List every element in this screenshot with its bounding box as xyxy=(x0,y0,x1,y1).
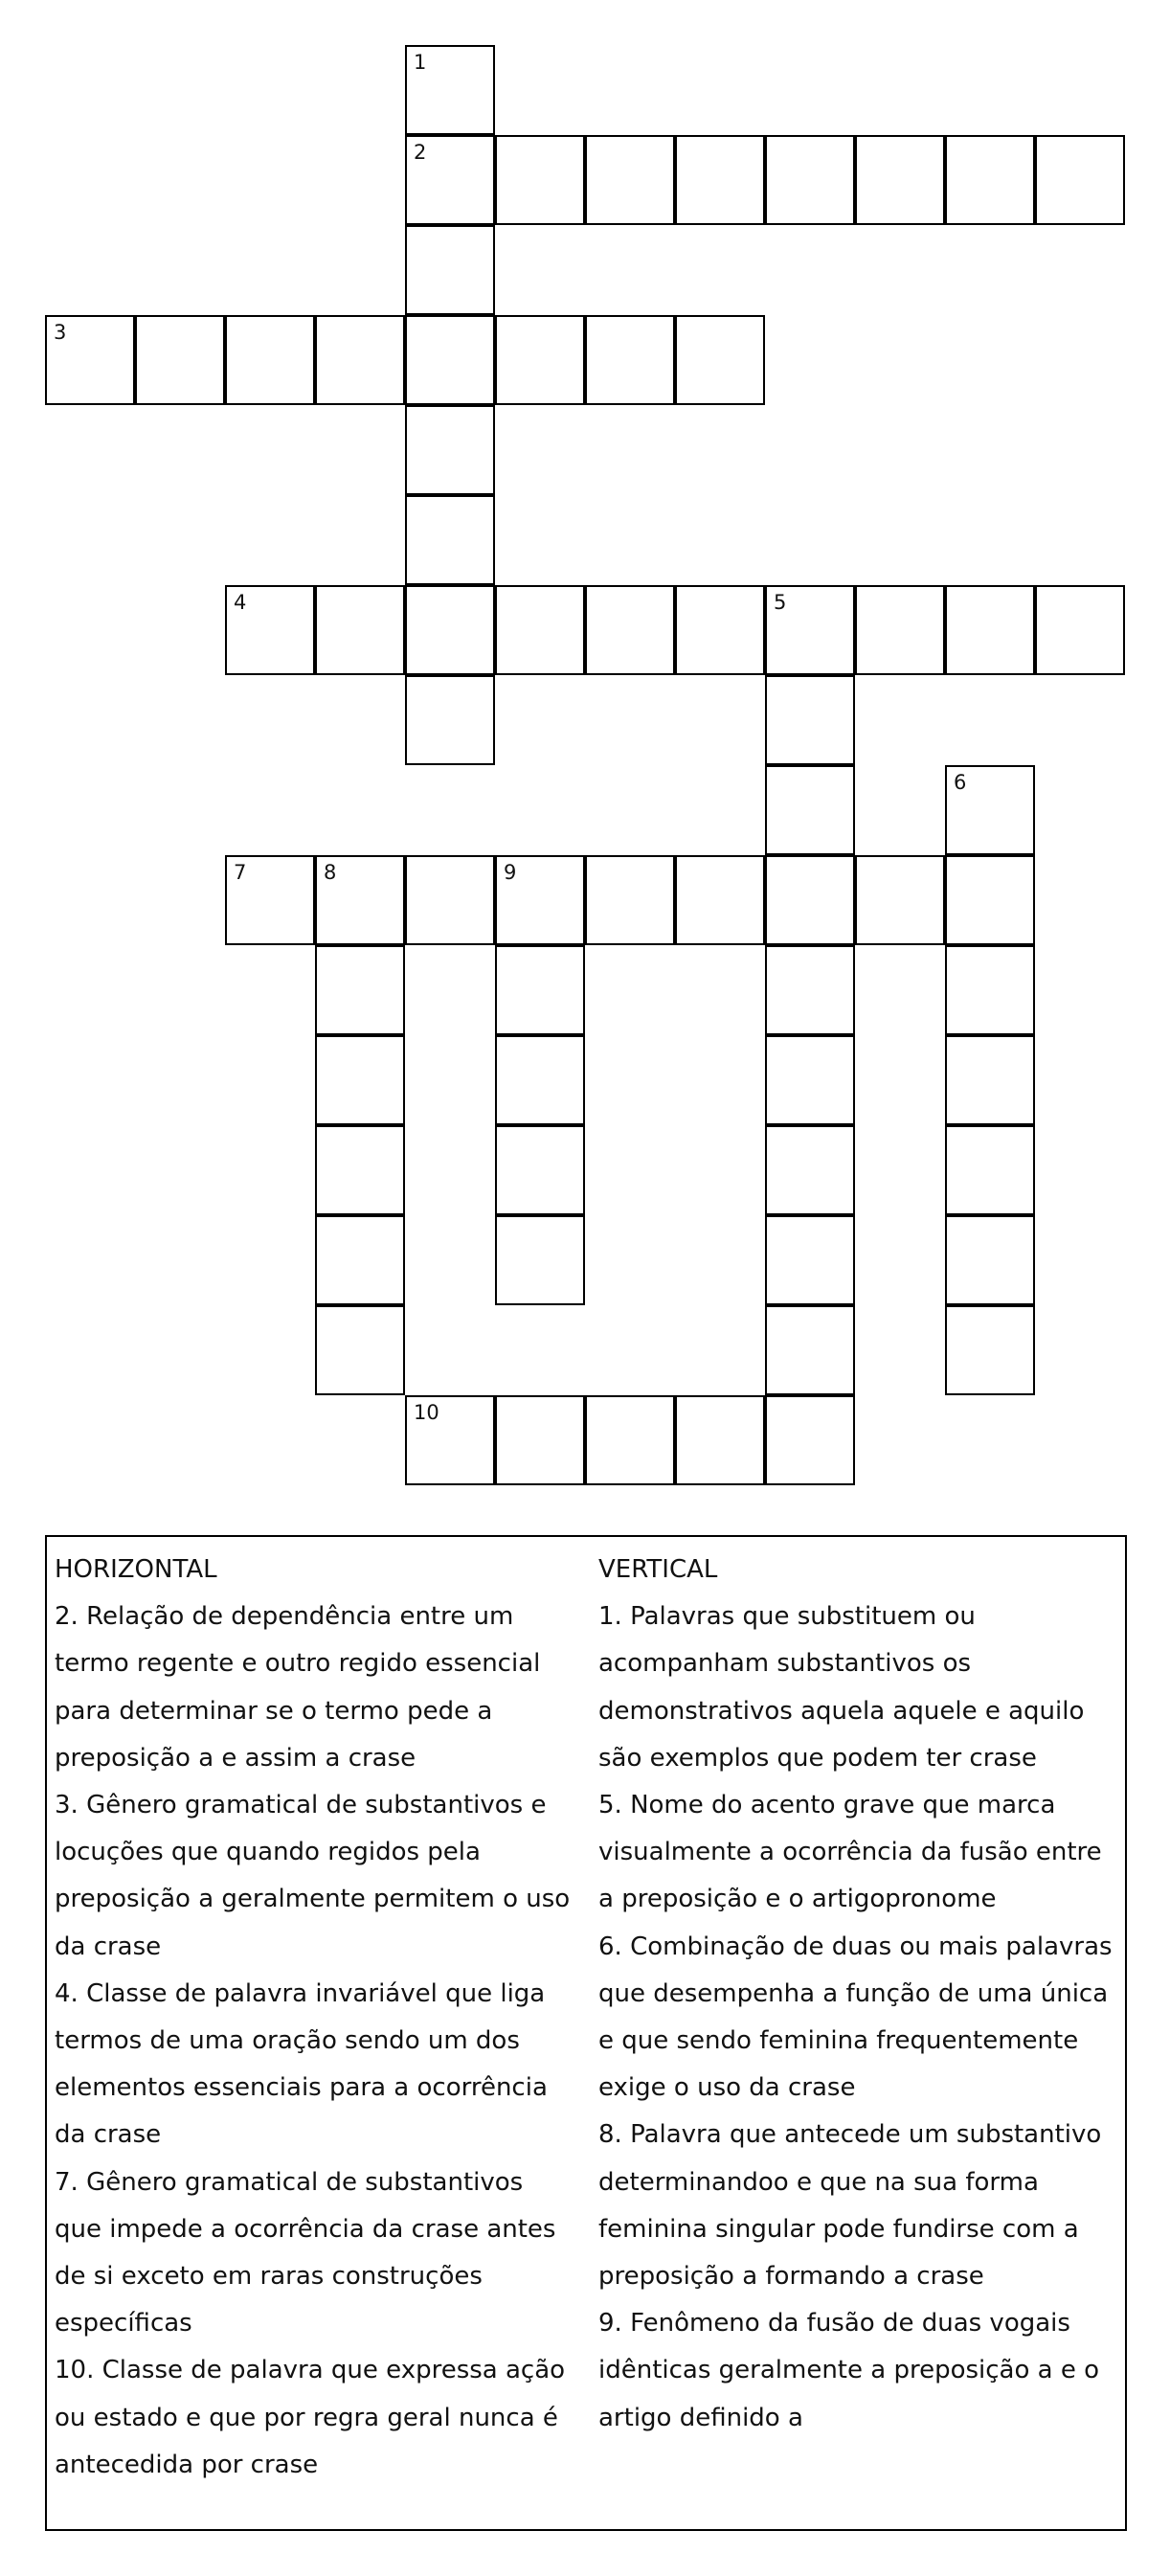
grid-cell[interactable] xyxy=(765,945,855,1035)
horizontal-clue-line: que impede a ocorrência da crase antes xyxy=(55,2214,556,2244)
horizontal-clue-line: da crase xyxy=(55,1932,162,1961)
clue-number: 2 xyxy=(414,141,427,164)
grid-cell[interactable] xyxy=(585,855,675,945)
grid-cell[interactable] xyxy=(495,315,585,405)
grid-cell[interactable] xyxy=(45,315,135,405)
grid-cell[interactable] xyxy=(765,1305,855,1395)
vertical-clue-line: 9. Fenômeno da fusão de duas vogais xyxy=(598,2309,1070,2339)
grid-cell[interactable] xyxy=(765,135,855,225)
horizontal-clue-line: de si exceto em raras construções xyxy=(55,2262,483,2292)
horizontal-clue-line: preposição a e assim a crase xyxy=(55,1743,416,1773)
grid-cell[interactable] xyxy=(495,1395,585,1485)
grid-cell[interactable] xyxy=(585,315,675,405)
grid-cell[interactable] xyxy=(1035,135,1125,225)
grid-cell[interactable] xyxy=(945,1305,1035,1395)
grid-cell[interactable] xyxy=(675,1395,765,1485)
vertical-clue-line: demonstrativos aquela aquele e aquilo xyxy=(598,1696,1085,1726)
grid-cell[interactable] xyxy=(765,1125,855,1215)
horizontal-clue-line: ou estado e que por regra geral nunca é xyxy=(55,2403,558,2432)
grid-cell[interactable] xyxy=(765,855,855,945)
grid-cell[interactable] xyxy=(225,585,315,675)
grid-cell[interactable] xyxy=(945,1125,1035,1215)
vertical-clue-line: são exemplos que podem ter crase xyxy=(598,1743,1037,1773)
vertical-clue-line: 8. Palavra que antecede um substantivo xyxy=(598,2120,1102,2150)
grid-cell[interactable] xyxy=(585,135,675,225)
vertical-clue-line: 5. Nome do acento grave que marca xyxy=(598,1791,1056,1820)
clue-number: 10 xyxy=(414,1401,439,1424)
grid-cell[interactable] xyxy=(945,1215,1035,1305)
horizontal-clue-line: elementos essenciais para a ocorrência xyxy=(55,2073,548,2103)
vertical-clue-line: 6. Combinação de duas ou mais palavras xyxy=(598,1932,1113,1961)
grid-cell[interactable] xyxy=(945,135,1035,225)
horizontal-clue-line: 7. Gênero gramatical de substantivos xyxy=(55,2167,524,2197)
vertical-clue-line: idênticas geralmente a preposição a e o xyxy=(598,2356,1100,2385)
grid-cell[interactable] xyxy=(675,315,765,405)
horizontal-clue-list xyxy=(55,1593,591,2489)
grid-cell[interactable] xyxy=(495,1035,585,1125)
grid-cell[interactable] xyxy=(945,585,1035,675)
grid-cell[interactable] xyxy=(405,45,495,135)
grid-cell[interactable] xyxy=(405,585,495,675)
horizontal-clue-line: 10. Classe de palavra que expressa ação xyxy=(55,2356,566,2385)
grid-cell[interactable] xyxy=(585,1395,675,1485)
vertical-heading: VERTICAL xyxy=(598,1555,718,1584)
clue-number: 9 xyxy=(504,861,517,884)
horizontal-clue-line: 4. Classe de palavra invariável que liga xyxy=(55,1978,546,2008)
grid-cell[interactable] xyxy=(405,495,495,585)
grid-cell[interactable] xyxy=(675,585,765,675)
grid-cell[interactable] xyxy=(855,135,945,225)
horizontal-clue-line: preposição a geralmente permitem o uso xyxy=(55,1885,571,1914)
grid-cell[interactable] xyxy=(315,1125,405,1215)
clue-number: 1 xyxy=(414,51,427,74)
grid-cell[interactable] xyxy=(1035,585,1125,675)
horizontal-clue-line: da crase xyxy=(55,2120,162,2150)
grid-cell[interactable] xyxy=(765,675,855,765)
horizontal-clue-line: locuções que quando regidos pela xyxy=(55,1838,481,1867)
clue-number: 3 xyxy=(54,321,67,344)
grid-cell[interactable] xyxy=(225,315,315,405)
vertical-clue-line: que desempenha a função de uma única xyxy=(598,1978,1109,2008)
grid-cell[interactable] xyxy=(315,855,405,945)
horizontal-clue-line: termos de uma oração sendo um dos xyxy=(55,2026,520,2056)
grid-cell[interactable] xyxy=(315,585,405,675)
vertical-clue-line: a preposição e o artigopronome xyxy=(598,1885,997,1914)
grid-cell[interactable] xyxy=(945,855,1035,945)
grid-cell[interactable] xyxy=(765,765,855,855)
grid-cell[interactable] xyxy=(315,1035,405,1125)
clue-number: 5 xyxy=(774,591,787,614)
grid-cell[interactable] xyxy=(405,675,495,765)
grid-cell[interactable] xyxy=(765,585,855,675)
grid-cell[interactable] xyxy=(945,765,1035,855)
grid-cell[interactable] xyxy=(315,1305,405,1395)
vertical-clue-line: determinandoo e que na sua forma xyxy=(598,2167,1039,2197)
horizontal-clue-line: 2. Relação de dependência entre um xyxy=(55,1602,514,1632)
grid-cell[interactable] xyxy=(945,1035,1035,1125)
clue-number: 7 xyxy=(234,861,247,884)
grid-cell[interactable] xyxy=(765,1395,855,1485)
grid-cell[interactable] xyxy=(405,855,495,945)
horizontal-clue-line: termo regente e outro regido essencial xyxy=(55,1649,541,1679)
grid-cell[interactable] xyxy=(675,135,765,225)
horizontal-heading: HORIZONTAL xyxy=(55,1555,217,1584)
horizontal-clue-line: para determinar se o termo pede a xyxy=(55,1696,493,1726)
clues-box xyxy=(45,1535,1127,2531)
grid-cell[interactable] xyxy=(675,855,765,945)
horizontal-clues xyxy=(55,1547,591,2489)
grid-cell[interactable] xyxy=(135,315,225,405)
grid-cell[interactable] xyxy=(585,585,675,675)
vertical-clue-list xyxy=(598,1593,1120,2442)
grid-cell[interactable] xyxy=(495,855,585,945)
vertical-clue-line: artigo definido a xyxy=(598,2403,803,2432)
grid-cell[interactable] xyxy=(405,1395,495,1485)
vertical-clue-line: exige o uso da crase xyxy=(598,2073,856,2103)
grid-cell[interactable] xyxy=(405,135,495,225)
clue-number: 8 xyxy=(324,861,337,884)
vertical-clue-line: e que sendo feminina frequentemente xyxy=(598,2026,1079,2056)
vertical-clue-line: visualmente a ocorrência da fusão entre xyxy=(598,1838,1102,1867)
grid-cell[interactable] xyxy=(315,315,405,405)
clue-number: 4 xyxy=(234,591,247,614)
horizontal-clue-line: antecedida por crase xyxy=(55,2450,319,2479)
horizontal-clue-line: específicas xyxy=(55,2309,192,2339)
vertical-clues xyxy=(598,1547,1120,2442)
horizontal-clue-line: 3. Gênero gramatical de substantivos e xyxy=(55,1791,547,1820)
vertical-clue-line: feminina singular pode fundirse com a xyxy=(598,2214,1079,2244)
grid-cell[interactable] xyxy=(495,945,585,1035)
grid-cell[interactable] xyxy=(765,1215,855,1305)
vertical-clue-line: 1. Palavras que substituem ou xyxy=(598,1602,976,1632)
grid-cell[interactable] xyxy=(405,405,495,495)
grid-cell[interactable] xyxy=(945,945,1035,1035)
grid-cell[interactable] xyxy=(765,1035,855,1125)
grid-cell[interactable] xyxy=(225,855,315,945)
vertical-clue-line: acompanham substantivos os xyxy=(598,1649,972,1679)
vertical-clue-line: preposição a formando a crase xyxy=(598,2262,984,2292)
grid-cell[interactable] xyxy=(405,315,495,405)
grid-cell[interactable] xyxy=(495,585,585,675)
grid-cell[interactable] xyxy=(315,945,405,1035)
clue-number: 6 xyxy=(954,771,967,794)
grid-cell[interactable] xyxy=(495,1215,585,1305)
grid-cell[interactable] xyxy=(315,1215,405,1305)
grid-cell[interactable] xyxy=(495,1125,585,1215)
grid-cell[interactable] xyxy=(495,135,585,225)
grid-cell[interactable] xyxy=(855,585,945,675)
grid-cell[interactable] xyxy=(855,855,945,945)
grid-cell[interactable] xyxy=(405,225,495,315)
